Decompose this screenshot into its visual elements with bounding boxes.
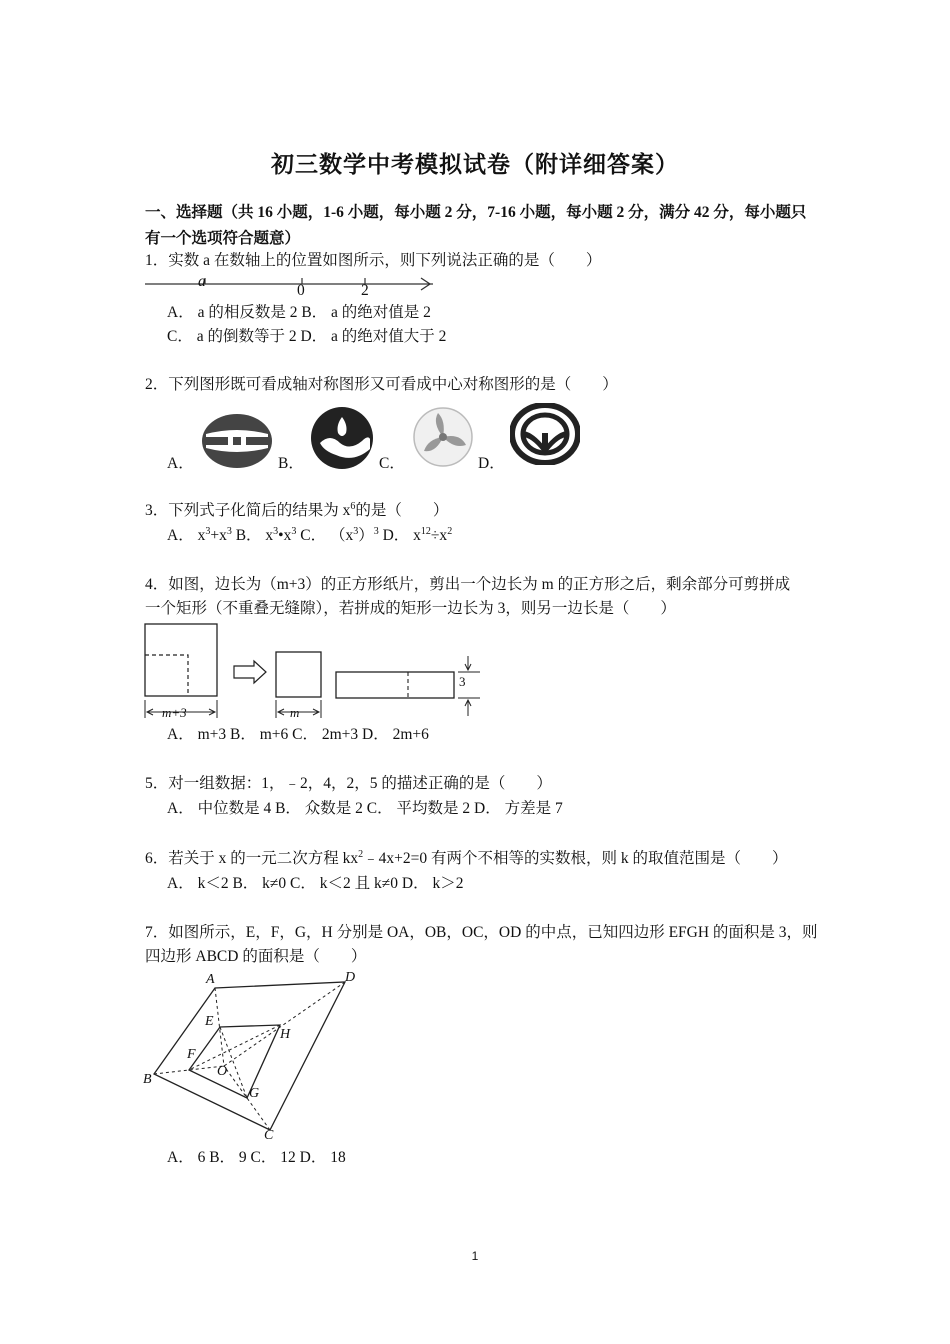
q3-stem [145,500,448,522]
q3-stem-text: 3．下列式子化简后的结果为 x [145,502,351,519]
q2-figure-c [412,407,474,467]
exponent: 12 [420,526,431,537]
q6-options: A． k＜2 B． k≠0 C． k＜2 且 k≠0 D． k＞2 [167,875,464,892]
q2-option-d-label: D． [478,455,505,472]
vertex-b: B [143,1072,152,1087]
exponent: 3 [205,526,211,537]
exponent: 3 [291,526,297,537]
page-number: 1 [471,1249,479,1263]
section-heading [145,200,815,252]
vertex-o: O [217,1064,228,1079]
q1-options-row1: A． a 的相反数是 2 B． a 的绝对值是 2 [167,304,431,321]
vertex-a: A [206,972,215,987]
q3-stem-tail: 的是（ ） [355,502,449,519]
q3-opt-b: B． x [231,527,274,544]
hollow-arrow-icon [234,661,266,683]
q2-stem: 2．下列图形既可看成轴对称图形又可看成中心对称图形的是（ ） [145,376,618,393]
q3-opt-b-mid: •x [278,527,292,544]
exponent: 3 [373,526,379,537]
q7-options: A． 6 B． 9 C． 12 D． 18 [167,1149,346,1166]
q4-label-m: m [290,705,300,720]
q3-opt-d-mid: ÷x [430,527,448,544]
section-heading-line2: 有一个选项符合题意） [145,230,301,247]
exponent: 3 [353,526,359,537]
axis-label-a: a [198,273,206,290]
q2-option-c-label: C． [379,455,405,472]
q4-stem-line1: 4．如图，边长为（m+3）的正方形纸片，剪出一个边长为 m 的正方形之后，剩余部分可剪拼成 [145,576,791,593]
q2-figure-d [510,403,580,465]
vertex-d: D [345,970,356,985]
q7-stem-line1: 7．如图所示，E，F，G，H 分别是 OA，OB，OC，OD 的中点，已知四边形 EFGH 的面积是 3，则 [145,924,818,941]
result-rectangle [336,672,454,698]
q1-options-row2: C． a 的倒数等于 2 D． a 的绝对值大于 2 [167,328,447,345]
q5-stem: 5．对一组数据：1，﹣2，4，2，5 的描述正确的是（ ） [145,775,552,792]
axis-label-0: 0 [297,282,305,299]
q2-figure-b [310,405,375,470]
q7-stem-line2: 四边形 ABCD 的面积是（ ） [145,948,367,965]
q3-options [167,525,452,547]
q3-opt-c: C． （x [296,527,354,544]
section-heading-line1: 一、选择题（共 16 小题，1-6 小题，每小题 2 分，7-16 小题，每小题 2 分，满分 42 分，每小题只 [145,204,807,221]
q1-stem: 1．实数 a 在数轴上的位置如图所示，则下列说法正确的是（ ） [145,252,602,269]
q4-label-3: 3 [459,674,466,689]
vertex-h: H [280,1027,291,1042]
cut-line [145,655,188,696]
q2-option-a-label: A． [167,455,194,472]
q2-option-b-label: B． [278,455,304,472]
exponent: 3 [226,526,232,537]
quad-abcd [154,982,345,1130]
q5-options: A． 中位数是 4 B． 众数是 2 C． 平均数是 2 D． 方差是 7 [167,800,563,817]
vertex-e: E [205,1014,214,1029]
q3-stem-exponent: 6 [350,501,356,512]
q6-stem-text: 6．若关于 x 的一元二次方程 kx [145,850,359,867]
large-square [145,624,217,696]
small-square [276,652,321,697]
q2-figure-a [200,412,275,470]
q7-quadrilateral-figure [140,970,380,1145]
q6-stem-tail: ﹣4x+2=0 有两个不相等的实数根，则 k 的取值范围是（ ） [363,850,788,867]
q1-number-line [143,272,433,298]
exponent: 3 [273,526,279,537]
exponent: 2 [447,526,453,537]
q4-label-m-plus-3: m+3 [162,705,187,720]
q3-opt-a: A． x [167,527,206,544]
q6-stem [145,848,788,870]
q3-opt-a-mid: +x [210,527,227,544]
vertex-g: G [249,1086,260,1101]
quad-efgh [189,1025,280,1098]
q3-opt-c-mid: ） [358,527,374,544]
vertex-c: C [264,1128,274,1143]
page-title: 初三数学中考模拟试卷（附详细答案） [271,152,679,177]
vertex-f: F [187,1047,196,1062]
q6-stem-exponent: 2 [358,849,364,860]
axis-label-2: 2 [361,282,369,299]
q3-opt-d: D． x [378,527,421,544]
q4-options: A． m+3 B． m+6 C． 2m+3 D． 2m+6 [167,726,429,743]
q4-square-cut-figure [140,620,490,722]
q4-stem-line2: 一个矩形（不重叠无缝隙），若拼成的矩形一边长为 3，则另一边长是（ ） [145,600,676,617]
